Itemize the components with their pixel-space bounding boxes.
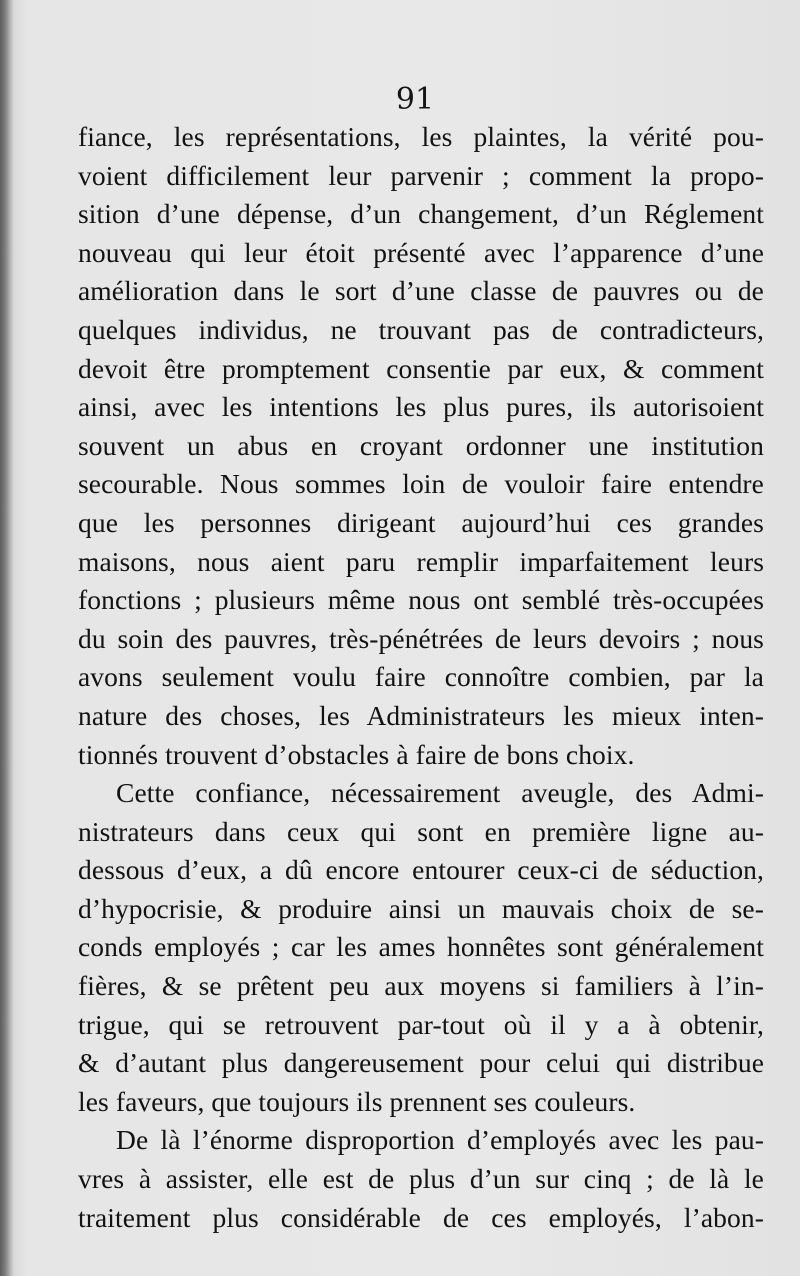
text-line: ainsi, avec les intentions les plus pures, ils autorisoient — [78, 391, 764, 423]
text-line: & d’autant plus dangereusement pour celui qui distribue — [78, 1047, 764, 1079]
text-line: De là l’énorme disproportion d’employés avec les pau- — [116, 1124, 764, 1156]
text-line: devoit être promptement consentie par eux, & comment — [78, 352, 764, 384]
text-line: fonctions ; plusieurs même nous ont semblé très-occupées — [78, 584, 764, 616]
text-line: souvent un abus en croyant ordonner une institution — [78, 429, 764, 461]
text-line: amélioration dans le sort d’une classe de pauvres ou de — [78, 275, 764, 307]
text-line: avons seulement voulu faire connoître combien, par la — [78, 661, 764, 693]
text-line: nistrateurs dans ceux qui sont en première ligne au- — [78, 815, 764, 847]
text-line: les faveurs, que toujours ils prennent ses couleurs. — [78, 1085, 636, 1117]
page-number: 91 — [395, 82, 435, 117]
text-line: secourable. Nous sommes loin de vouloir faire entendre — [78, 468, 764, 500]
spine-shadow — [0, 0, 14, 1276]
text-line: traitement plus considérable de ces employés, l’abon- — [78, 1201, 764, 1233]
text-line: du soin des pauvres, très-pénétrées de leurs devoirs ; nous — [78, 622, 764, 654]
text-line: nature des choses, les Administrateurs les mieux inten- — [78, 699, 764, 731]
text-line: nouveau qui leur étoit présenté avec l’apparence d’une — [78, 236, 764, 268]
text-line: que les personnes dirigeant aujourd’hui ces grandes — [78, 506, 764, 538]
text-line: voient difficilement leur parvenir ; comment la propo- — [78, 159, 764, 191]
text-line: quelques individus, ne trouvant pas de contradicteurs, — [78, 313, 764, 345]
text-line: d’hypocrisie, & produire ainsi un mauvais choix de se- — [78, 892, 764, 924]
text-line: sition d’une dépense, d’un changement, d’un Réglement — [78, 198, 764, 230]
body-text — [78, 118, 764, 1237]
text-line: dessous d’eux, a dû encore entourer ceux-ci de séduction, — [78, 854, 764, 886]
text-line: Cette confiance, nécessairement aveugle, des Admi- — [116, 777, 764, 809]
text-line: fières, & se prêtent peu aux moyens si familiers à l’in- — [78, 970, 764, 1002]
text-line: conds employés ; car les ames honnêtes sont généralement — [78, 931, 764, 963]
text-line: maisons, nous aient paru remplir imparfaitement leurs — [78, 545, 764, 577]
text-line: fiance, les représentations, les plaintes, la vérité pou- — [78, 121, 764, 152]
text-line: tionnés trouvent d’obstacles à faire de bons choix. — [78, 738, 635, 770]
text-line: vres à assister, elle est de plus d’un sur cinq ; de là le — [78, 1163, 764, 1195]
text-line: trigue, qui se retrouvent par-tout où il y a à obtenir, — [78, 1008, 764, 1040]
